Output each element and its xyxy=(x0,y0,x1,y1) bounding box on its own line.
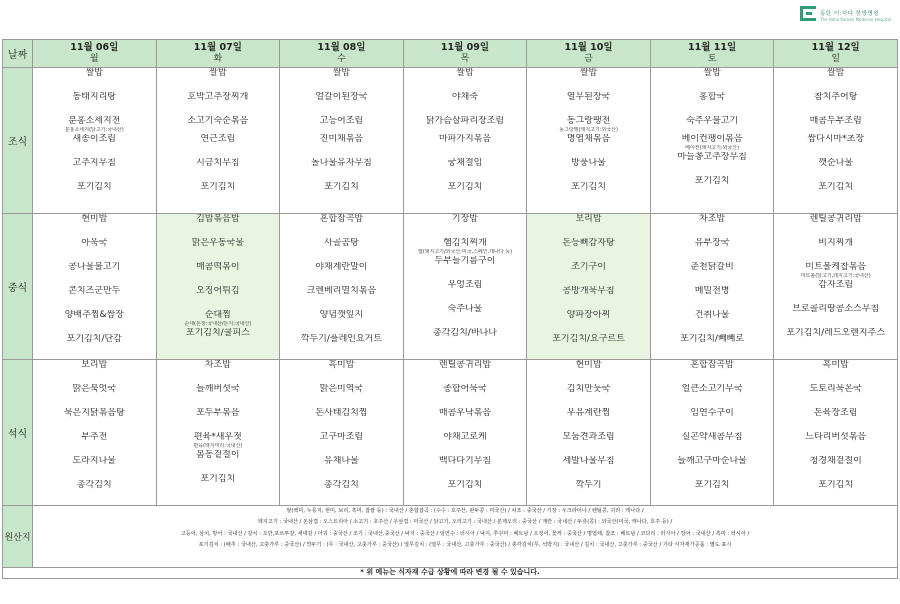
day-date: 11월 10일 xyxy=(564,42,613,53)
menu-item: 포기김치 xyxy=(818,182,854,192)
lunch-cell-2 xyxy=(280,214,404,360)
hospital-name: 동탄 더:하다 한방병원 xyxy=(820,11,880,17)
menu-item: 호박고추장찌개 xyxy=(187,92,249,102)
menu-item: 양념깻잎지 xyxy=(319,310,364,320)
menu-item: 흑미밥 xyxy=(822,360,849,370)
date-header-row xyxy=(3,40,898,68)
menu-item: 쌀밥 xyxy=(209,68,227,78)
meal-label-dinner: 석식 xyxy=(3,360,33,506)
menu-item: 유부장국 xyxy=(694,238,730,248)
day-of-week: 금 xyxy=(584,54,593,64)
menu-item: 포기김치 xyxy=(447,480,483,490)
menu-item: 브로콜리땅콩소스무침 xyxy=(792,304,880,314)
menu-item: 야채계란말이 xyxy=(315,262,368,272)
origin-label: 원산지 xyxy=(3,506,33,568)
menu-item: 포기김치 xyxy=(200,474,236,484)
menu-item: 고추지무침 xyxy=(72,158,117,168)
menu-item: 렌틸콩귀리밥 xyxy=(438,360,492,370)
notice-cell xyxy=(3,568,898,579)
breakfast-cell-5 xyxy=(650,68,774,214)
menu-item: 포기김치 xyxy=(694,176,730,186)
breakfast-row xyxy=(3,68,898,214)
menu-item: 봄동겉절이 xyxy=(196,450,240,460)
menu-item: 돈등뼈감자탕 xyxy=(562,238,615,248)
menu-item: 총각김치 xyxy=(324,480,359,490)
menu-item: 열무된장국 xyxy=(566,92,611,102)
origin-note: 편육(돼지머리:국내산) xyxy=(193,443,243,449)
dinner-cell-2 xyxy=(280,360,404,506)
meal-label-breakfast: 조식 xyxy=(3,68,33,214)
menu-item: 콩나물불고기 xyxy=(68,262,121,272)
menu-item: 베이컨팽이볶음 xyxy=(681,134,743,144)
weekly-meal-table xyxy=(2,39,898,579)
day-of-week: 월 xyxy=(89,54,99,64)
menu-item: 깍두기 xyxy=(575,480,602,490)
day-of-week: 토 xyxy=(707,54,717,64)
dinner-cell-6 xyxy=(774,360,898,506)
menu-item: 쌀밥 xyxy=(85,68,103,78)
menu-item: 흑미밥 xyxy=(328,360,355,370)
notice-row xyxy=(3,568,898,579)
menu-item: 맑은미역국 xyxy=(319,384,364,394)
menu-item: 야채죽 xyxy=(451,92,479,102)
menu-item: 춘천닭갈비 xyxy=(690,262,734,272)
hospital-logo-icon xyxy=(800,6,816,24)
dinner-cell-1 xyxy=(156,360,280,506)
menu-item: 명엽채볶음 xyxy=(566,134,611,144)
day-header-3 xyxy=(403,40,527,68)
lunch-cell-1 xyxy=(156,214,280,360)
menu-item: 조기구이 xyxy=(571,262,606,272)
menu-item: 홍합국 xyxy=(699,92,726,102)
menu-item: 혼합잡곡밥 xyxy=(690,360,734,370)
origin-note xyxy=(651,127,774,134)
menu-item: 임연수구이 xyxy=(690,408,734,418)
menu-item: 두부들기름구이 xyxy=(434,256,496,266)
breakfast-cell-2 xyxy=(280,68,404,214)
menu-item: 맑은북엇국 xyxy=(72,384,117,394)
breakfast-cell-1 xyxy=(156,68,280,214)
menu-item: 양배추찜&쌈장 xyxy=(64,310,124,320)
menu-item: 도토리묵온국 xyxy=(809,384,862,394)
hospital-tagline: The Haha Korean Medicine Hospital xyxy=(820,17,892,22)
menu-item: 얼갈이된장국 xyxy=(315,92,368,102)
menu-item: 소고기숙순볶음 xyxy=(187,116,249,126)
menu-item: 시금치무침 xyxy=(196,158,240,168)
menu-item: 포기김치 xyxy=(694,480,730,490)
menu-item: 매콤떡볶이 xyxy=(196,262,240,272)
lunch-cell-5 xyxy=(650,214,774,360)
origin-line: 쌀(백미, 누룽지, 현미, 보리, 흑미, 찹쌀 등) : 국내산 / 혼합잡곡 : (수수 : 호주산, 완두콩 : 미국산) / 차조 : 중국산 / 기장 : 우크라이나 / 렌틸콩, 귀리 : 캐나다 / xyxy=(286,508,644,514)
origin-line: 고등어, 삼치, 방어 : 국내산 / 갈치 : 오만,포르투갈, 세네갈 / 아귀 : 중국산 / 조기 : 국내산,중국산 / 낙지 : 중국산 / 임연수 : 러시아 / 낙지, 쭈꾸미 : 베트남 / 오징어, 꽃게 : 중국산 / 명엽채, 참조 : 베트남 / 코다리 : 러시아 / 장어 : 국내산 / 흑미 : 러시아 / xyxy=(180,530,750,537)
date-corner-label: 날짜 xyxy=(3,40,33,68)
dinner-row xyxy=(3,360,898,506)
menu-item: 비지찌개 xyxy=(818,238,854,248)
menu-item: 동그랑땡전 xyxy=(566,116,611,126)
menu-item: 혼합잡곡밥 xyxy=(319,214,364,224)
menu-item: 동태지리탕 xyxy=(72,92,117,102)
menu-item: 햄김치찌개 xyxy=(443,238,487,248)
menu-item: 사골곰탕 xyxy=(324,238,359,248)
lunch-cell-3 xyxy=(403,214,527,360)
origin-row xyxy=(3,506,898,568)
menu-item: 현미밥 xyxy=(575,360,602,370)
day-header-5 xyxy=(650,40,774,68)
menu-item: 쌀밥 xyxy=(826,68,845,78)
menu-item: 미트볼케찹볶음 xyxy=(805,262,867,272)
menu-item: 닭가슴살파리장조림 xyxy=(425,116,505,126)
menu-item: 연근조림 xyxy=(200,134,236,144)
menu-item: 백다다기무침 xyxy=(438,456,492,466)
menu-item: 마파가지볶음 xyxy=(438,134,492,144)
day-header-0 xyxy=(33,40,157,68)
lunch-row xyxy=(3,214,898,360)
menu-item: 쌀밥 xyxy=(456,68,474,78)
day-date: 11월 08일 xyxy=(317,42,366,53)
menu-item: 매콤우낙볶음 xyxy=(438,408,492,418)
day-of-week: 수 xyxy=(337,54,346,64)
origin-line: 돼지고기 : 국내산 / 돈삼겹 : 오스트리아 / 소고기 : 호주산 / 우삼겹 : 미국산 / 닭고기, 오리고기 : 국내산 / 분제오리 : 중국산 / 계란 : 국내산 / 두류(콩) : 외국산(미국, 캐나다, 호주 등) / xyxy=(257,519,673,526)
menu-item: 유채나물 xyxy=(324,456,359,466)
origin-note xyxy=(280,127,403,134)
menu-item: 보리밥 xyxy=(81,360,108,370)
origin-line: 포기김치 : (배추 : 국내산, 고춧가루 : 중국산) / 깍두기 : (무 : 국내산, 고춧가루 : 중국산) / 열무김치 : (열무 : 국내산, 고춧가루 : 중국산) / 총각김치(무, 석박지) : 국내산 / 김치 : 국내산, 고춧가루 : 중국산 / 기타 식자재가공품 : 별도 표시 xyxy=(198,542,732,549)
menu-item: 포기김치/레드오렌지주스 xyxy=(786,328,886,338)
origin-note xyxy=(157,127,280,134)
menu-item: 방풍나물 xyxy=(571,158,606,168)
dinner-cell-5 xyxy=(650,360,774,506)
dinner-cell-0 xyxy=(33,360,157,506)
origin-note: 미트볼(닭고기,돼지고기:국내산) xyxy=(800,273,871,279)
menu-item: 맑은우동국물 xyxy=(191,238,244,248)
day-of-week: 목 xyxy=(460,54,470,64)
menu-item: 우엉조림 xyxy=(447,280,483,290)
menu-item: 들깨버섯국 xyxy=(196,384,240,394)
menu-item: 감자조림 xyxy=(818,280,854,290)
menu-item: 포기김치/단감 xyxy=(66,334,122,344)
menu-item: 쌀밥 xyxy=(332,68,351,78)
origin-info xyxy=(33,506,898,568)
menu-item: 얼큰소고기무국 xyxy=(681,384,743,394)
menu-item: 묵은지닭볶음탕 xyxy=(63,408,125,418)
breakfast-cell-0 xyxy=(33,68,157,214)
menu-item: 마늘쫑고추장무침 xyxy=(677,152,747,162)
menu-item: 포두부볶음 xyxy=(196,408,240,418)
menu-item: 참치추어탕 xyxy=(813,92,858,102)
menu-item: 총각김치/바나나 xyxy=(433,328,497,338)
menu-item: 들깨고구마순나물 xyxy=(677,456,747,466)
menu-item: 새송이조림 xyxy=(72,134,117,144)
meal-label-lunch: 중식 xyxy=(3,214,33,360)
day-header-2 xyxy=(280,40,404,68)
menu-item: 건취나물 xyxy=(694,310,730,320)
origin-note: 순대(돈창:국내산/돈지:국내산) xyxy=(184,321,252,327)
day-of-week: 화 xyxy=(213,54,223,64)
menu-item: 느타리버섯볶음 xyxy=(805,432,867,442)
menu-item: 돈육장조림 xyxy=(813,408,858,418)
menu-item: 콩방개묵무침 xyxy=(562,286,615,296)
menu-item: 김치만둣국 xyxy=(566,384,611,394)
menu-item: 실곤약새콤무침 xyxy=(681,432,743,442)
menu-item: 포기김치 xyxy=(818,480,854,490)
breakfast-cell-6 xyxy=(774,68,898,214)
menu-item: 차조밥 xyxy=(699,214,726,224)
menu-item: 아욱국 xyxy=(81,238,108,248)
menu-item: 청경채겉절이 xyxy=(809,456,862,466)
day-header-4 xyxy=(527,40,651,68)
menu-item: 포기김치 xyxy=(200,182,236,192)
menu-change-notice: * 위 메뉴는 식자재 수급 상황에 따라 변경 될 수 있습니다. xyxy=(360,568,540,576)
menu-item: 진미채볶음 xyxy=(319,134,364,144)
breakfast-cell-4 xyxy=(527,68,651,214)
day-header-1 xyxy=(156,40,280,68)
menu-item: 차조밥 xyxy=(204,360,231,370)
menu-item: 포기김치/쿨피스 xyxy=(185,328,250,338)
menu-item: 부추전 xyxy=(81,432,108,442)
menu-item: 크렌베리멸치볶음 xyxy=(306,286,377,296)
breakfast-cell-3 xyxy=(403,68,527,214)
dinner-cell-4 xyxy=(527,360,651,506)
menu-item: 궁채절임 xyxy=(447,158,483,168)
day-date: 11월 06일 xyxy=(70,42,119,53)
origin-note: 베이컨(돼지고기:외국산) xyxy=(685,145,740,151)
menu-item: 모둠견과조림 xyxy=(562,432,615,442)
menu-item: 기장밥 xyxy=(451,214,479,224)
origin-note xyxy=(774,127,897,134)
menu-item: 포기김치 xyxy=(447,182,483,192)
dinner-cell-3 xyxy=(403,360,527,506)
origin-note xyxy=(404,127,527,134)
menu-item: 돈사태김치찜 xyxy=(315,408,368,418)
day-date: 11월 12일 xyxy=(811,42,860,53)
day-date: 11월 07일 xyxy=(193,42,242,53)
menu-item: 깍두기/플레인요거트 xyxy=(300,334,383,344)
menu-item: 쌀밥 xyxy=(579,68,598,78)
menu-item: 포기김치 xyxy=(76,182,112,192)
menu-item: 숙주나물 xyxy=(447,304,483,314)
menu-item: 포기김치 xyxy=(324,182,359,192)
menu-item: 종합어묵국 xyxy=(443,384,487,394)
menu-item: 도라지나물 xyxy=(72,456,117,466)
menu-item: 세발나물무침 xyxy=(562,456,615,466)
day-of-week: 일 xyxy=(831,54,841,64)
menu-item: 포기김치 xyxy=(571,182,606,192)
day-date: 11월 11일 xyxy=(688,42,737,53)
menu-item: 우유계란찜 xyxy=(566,408,611,418)
menu-item: 보리밥 xyxy=(575,214,602,224)
menu-item: 고구마조림 xyxy=(319,432,364,442)
menu-item: 야채고로케 xyxy=(443,432,487,442)
origin-note: 분홍소세지(닭고기:국내산) xyxy=(64,127,124,133)
menu-item: 양파장아찌 xyxy=(566,310,611,320)
menu-item: 렌틸콩귀리밥 xyxy=(809,214,862,224)
menu-item: 쌀밥 xyxy=(703,68,721,78)
menu-item: 포기김치/빼빼로 xyxy=(680,334,745,344)
menu-item: 콘치즈군만두 xyxy=(68,286,121,296)
origin-note: 햄(돼지고기/외국산:미국,스페인,캐나다 등) xyxy=(417,249,513,255)
day-date: 11월 09일 xyxy=(440,42,490,53)
hospital-logo xyxy=(800,4,890,36)
menu-item: 매콤두부조림 xyxy=(809,116,862,126)
menu-item: 순대찜 xyxy=(204,310,231,320)
menu-item: 분홍소세지전 xyxy=(68,116,121,126)
menu-item: 고등어조림 xyxy=(319,116,364,126)
menu-item: 김밥볶음밥 xyxy=(196,214,240,224)
menu-item: 포기김치/요구르트 xyxy=(552,334,625,344)
menu-item: 깻순나물 xyxy=(818,158,854,168)
origin-note: 동그랑땡(돼지고기:외국산) xyxy=(559,127,618,133)
menu-item: 숙주우불고기 xyxy=(686,116,739,126)
lunch-cell-0 xyxy=(33,214,157,360)
menu-item: 오징어튀김 xyxy=(196,286,240,296)
lunch-cell-6 xyxy=(774,214,898,360)
menu-item: 편육*새우젓 xyxy=(193,432,242,442)
lunch-cell-4 xyxy=(527,214,651,360)
menu-item: 쌈다시마*초장 xyxy=(807,134,865,144)
menu-item: 총각김치 xyxy=(76,480,112,490)
menu-item: 돌나물유자무침 xyxy=(310,158,372,168)
day-header-6 xyxy=(774,40,898,68)
menu-item: 현미밥 xyxy=(81,214,108,224)
menu-item: 메밀전병 xyxy=(694,286,730,296)
